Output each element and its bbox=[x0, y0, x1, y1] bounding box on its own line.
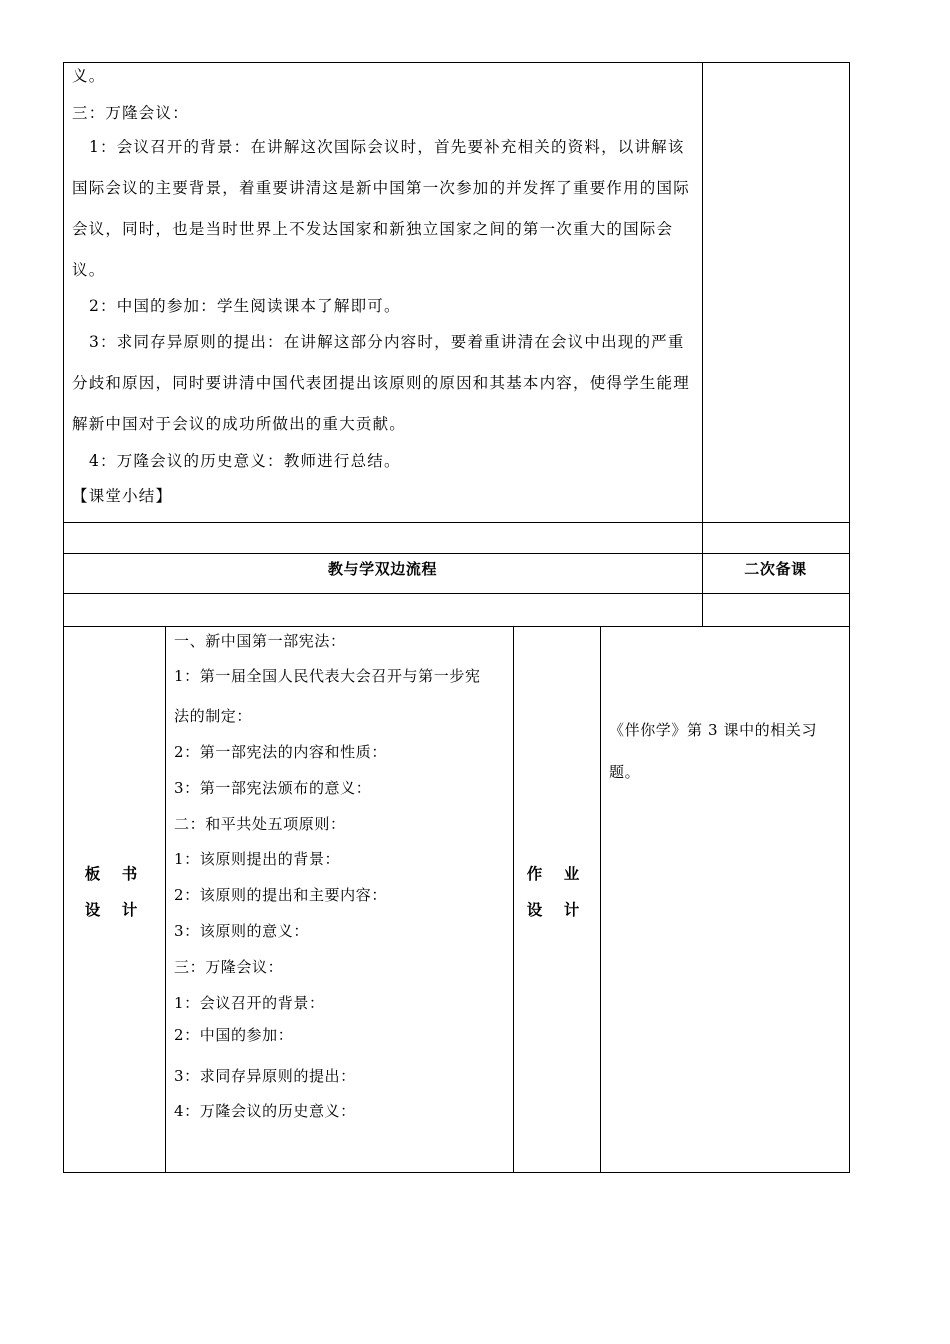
homework-text-line2: 题。 bbox=[609, 763, 641, 781]
board-design-label-line1: 板 书 bbox=[84, 864, 146, 883]
table-column-divider bbox=[165, 626, 166, 1173]
content-line: 会议，同时，也是当时世界上不发达国家和新独立国家之间的第一次重大的国际会 bbox=[72, 220, 674, 238]
board-item: 3：第一部宪法颁布的意义： bbox=[174, 779, 372, 797]
table-row-divider bbox=[63, 522, 850, 523]
board-item: 2：该原则的提出和主要内容： bbox=[174, 886, 387, 904]
board-item: 4：万隆会议的历史意义： bbox=[174, 1102, 356, 1120]
board-design-label bbox=[65, 856, 165, 928]
content-line: 义。 bbox=[72, 67, 106, 85]
content-line: 三：万隆会议： bbox=[72, 104, 189, 122]
board-item: 1：第一届全国人民代表大会召开与第一步宪 bbox=[174, 667, 481, 685]
content-line: 4：万隆会议的历史意义：教师进行总结。 bbox=[89, 452, 401, 470]
table-border-left bbox=[63, 62, 64, 1173]
content-line: 国际会议的主要背景，着重要讲清这是新中国第一次参加的并发挥了重要作用的国际 bbox=[72, 179, 690, 197]
board-item: 二：和平共处五项原则： bbox=[174, 815, 346, 833]
board-item: 一、新中国第一部宪法： bbox=[174, 632, 346, 650]
table-row-divider bbox=[63, 593, 850, 594]
board-item: 法的制定： bbox=[174, 707, 253, 725]
board-item: 2：第一部宪法的内容和性质： bbox=[174, 743, 387, 761]
board-item: 3：求同存异原则的提出： bbox=[174, 1067, 356, 1085]
table-row-divider bbox=[63, 626, 850, 627]
table-border-bottom bbox=[63, 1172, 850, 1173]
homework-design-label bbox=[514, 856, 600, 928]
lesson-summary-heading: 【课堂小结】 bbox=[72, 487, 173, 505]
homework-text-line1: 《伴你学》第 3 课中的相关习 bbox=[609, 721, 818, 739]
board-design-label-line2: 设 计 bbox=[84, 900, 146, 919]
board-item: 2：中国的参加： bbox=[174, 1026, 294, 1044]
table-column-divider bbox=[600, 626, 601, 1173]
homework-design-label-line1: 作 业 bbox=[526, 864, 588, 883]
board-item: 三：万隆会议： bbox=[174, 958, 284, 976]
board-item: 1：该原则提出的背景： bbox=[174, 850, 341, 868]
table-column-divider bbox=[702, 62, 703, 627]
second-prep-header: 二次备课 bbox=[744, 560, 807, 578]
content-line: 议。 bbox=[72, 261, 106, 279]
table-border-right bbox=[849, 62, 850, 1173]
content-line: 分歧和原因，同时要讲清中国代表团提出该原则的原因和其基本内容，使得学生能理 bbox=[72, 374, 690, 392]
board-item: 3：该原则的意义： bbox=[174, 922, 309, 940]
content-line: 2：中国的参加：学生阅读课本了解即可。 bbox=[89, 297, 401, 315]
table-row-divider bbox=[63, 553, 850, 554]
board-item: 1：会议召开的背景： bbox=[174, 994, 325, 1012]
content-line: 1：会议召开的背景：在讲解这次国际会议时，首先要补充相关的资料，以讲解该 bbox=[89, 138, 685, 156]
homework-design-label-line2: 设 计 bbox=[526, 900, 588, 919]
content-line: 3：求同存异原则的提出：在讲解这部分内容时，要着重讲清在会议中出现的严重 bbox=[89, 333, 685, 351]
content-line: 解新中国对于会议的成功所做出的重大贡献。 bbox=[72, 415, 407, 433]
process-header: 教与学双边流程 bbox=[327, 560, 438, 578]
